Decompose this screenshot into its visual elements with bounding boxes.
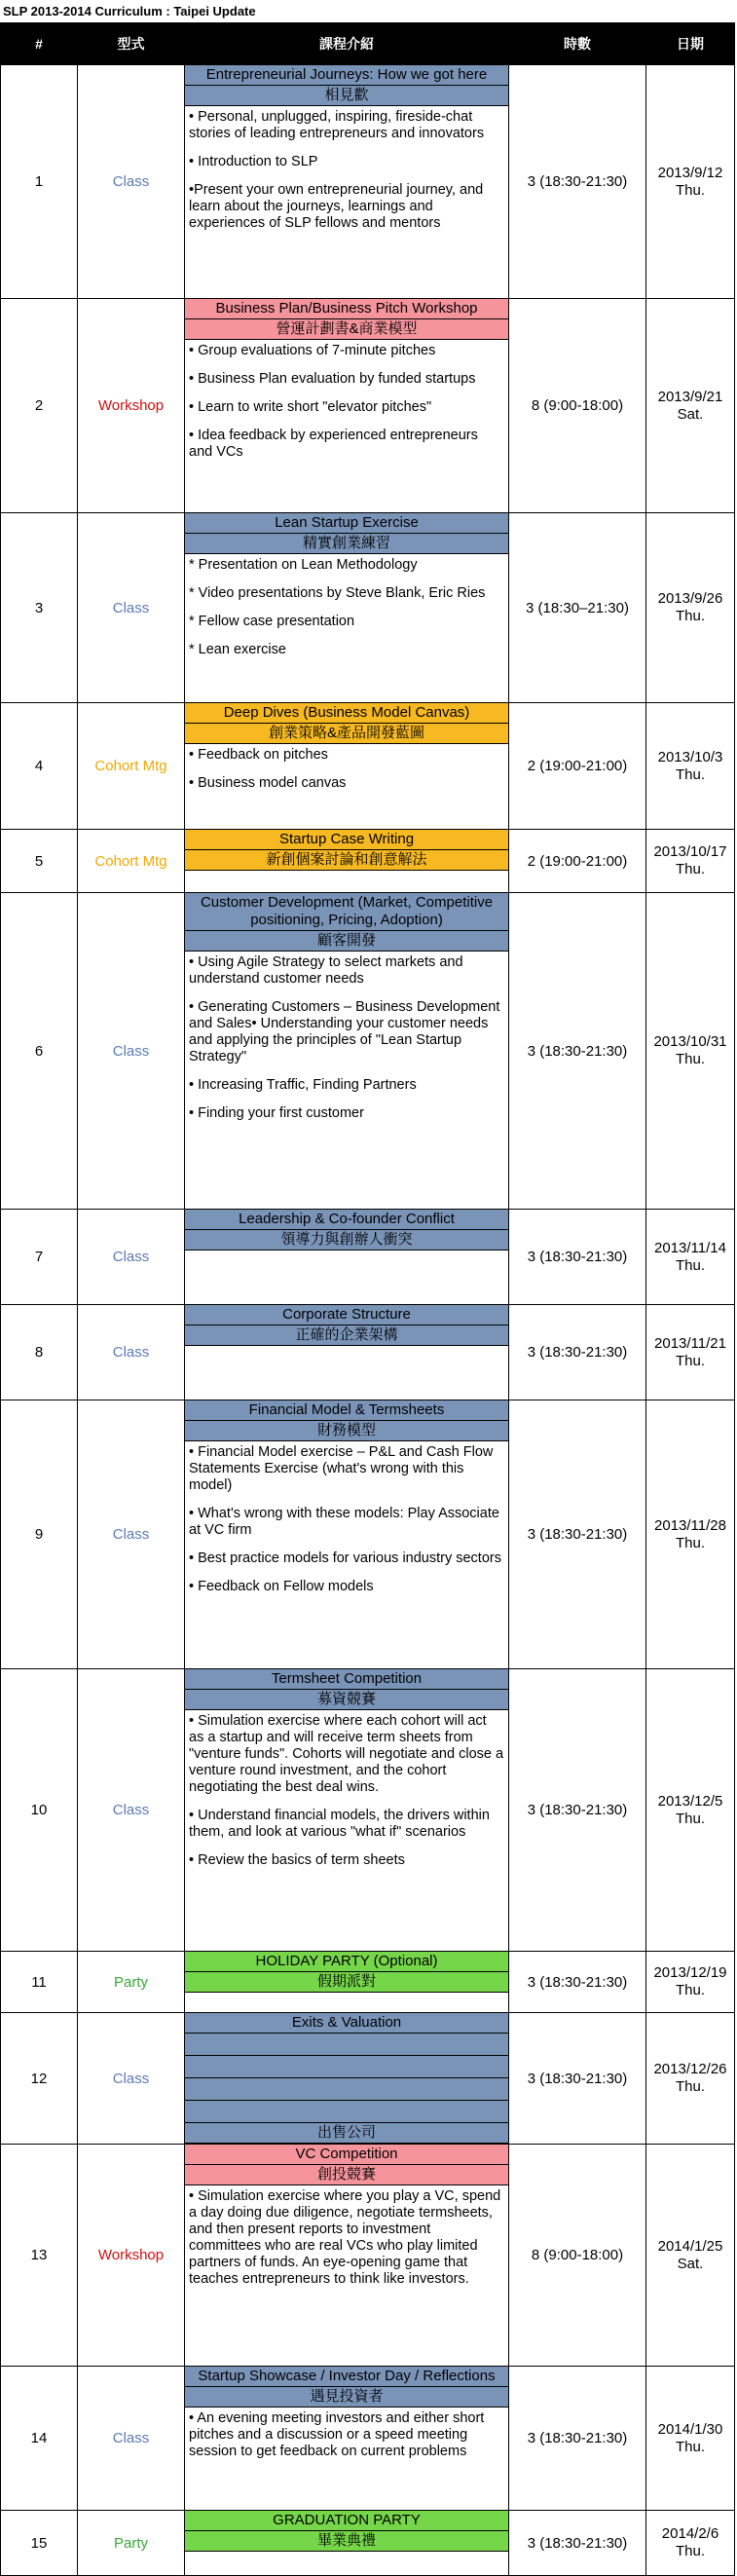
course-bullet: • Feedback on Fellow models [189,1579,374,1594]
session-date [646,830,735,893]
course-description [185,65,509,299]
day-of-week: Sat. [677,405,704,423]
header-type: 型式 [78,23,185,65]
session-date [646,1305,735,1400]
header-date: 日期 [646,23,735,65]
course-description [185,2145,509,2367]
course-title: HOLIDAY PARTY (Optional) [185,1952,508,1972]
day-of-week: Thu. [675,2543,705,2559]
course-title-chinese: 營運計劃書&商業模型 [185,319,508,340]
date-value: 2014/1/25 [657,2237,723,2255]
table-header-row [1,23,735,65]
band-filler [185,2101,508,2123]
session-date [646,2013,735,2145]
session-type: Class [78,65,185,299]
course-title-chinese: 創投競賽 [185,2165,508,2185]
course-description [185,1305,509,1400]
course-title-chinese: 顧客開發 [185,931,508,952]
session-type: Cohort Mtg [78,703,185,830]
table-row [1,65,735,299]
row-number: 7 [1,1210,78,1305]
course-bullet: • Simulation exercise where each cohort will act as a startup and will receive term sheets from "venture funds". Cohorts will negotiate and close a venture round investment, and the cohort negotiating the best deal wins. [189,1713,504,1795]
course-title-chinese: 財務模型 [185,1421,508,1441]
course-bullet: • Idea feedback by experienced entrepreneurs and VCs [189,428,478,460]
course-title-chinese: 假期派對 [185,1972,508,1993]
session-type: Class [78,1669,185,1952]
session-hours: 3 (18:30-21:30) [509,1210,646,1305]
day-of-week: Sat. [677,2255,704,2272]
band-filler [185,2078,508,2101]
session-type: Class [78,2013,185,2145]
table-row [1,299,735,513]
day-of-week: Thu. [675,1352,705,1369]
day-of-week: Thu. [675,765,705,783]
course-bullet: * Fellow case presentation [189,614,355,629]
session-hours: 8 (9:00-18:00) [509,2145,646,2367]
course-description [185,1669,509,1952]
course-bullet: • Group evaluations of 7-minute pitches [189,343,436,358]
session-date [646,2367,735,2511]
course-description [185,1400,509,1669]
row-number: 3 [1,513,78,703]
course-title: Exits & Valuation [185,2013,508,2034]
session-hours: 3 (18:30-21:30) [509,1305,646,1400]
course-bullet: • Increasing Traffic, Finding Partners [189,1077,417,1093]
row-number: 12 [1,2013,78,2145]
date-value: 2013/10/3 [657,748,723,765]
table-row [1,2367,735,2511]
table-row [1,2511,735,2576]
session-type: Class [78,893,185,1210]
session-hours: 3 (18:30-21:30) [509,2511,646,2576]
row-number: 9 [1,1400,78,1669]
session-type: Class [78,2367,185,2511]
session-date [646,893,735,1210]
course-title-chinese: 畢業典禮 [185,2531,508,2552]
session-type: Cohort Mtg [78,830,185,893]
session-type: Workshop [78,2145,185,2367]
band-filler [185,2056,508,2078]
day-of-week: Thu. [675,1051,705,1067]
course-title-chinese: 領導力與創辦人衝突 [185,1230,508,1251]
date-value: 2013/11/21 [654,1334,726,1352]
day-of-week: Thu. [675,608,705,624]
course-title: GRADUATION PARTY [185,2511,508,2531]
date-value: 2013/11/14 [654,1239,726,1256]
course-bullet: • Generating Customers – Business Development and Sales• Understanding your customer needs and applying the principles of "Lean Startup Strategy" [189,999,500,1064]
curriculum-table [0,22,735,2576]
course-title: Customer Development (Market, Competitive positioning, Pricing, Adoption) [185,893,508,931]
day-of-week: Thu. [675,2078,705,2095]
session-date [646,299,735,513]
course-bullet: • Using Agile Strategy to select markets and understand customer needs [189,954,463,987]
session-date [646,2145,735,2367]
session-hours: 3 (18:30-21:30) [509,1400,646,1669]
session-hours: 3 (18:30-21:30) [509,893,646,1210]
course-title-chinese: 募資競賽 [185,1690,508,1710]
course-bullet: • Personal, unplugged, inspiring, fireside-chat stories of leading entrepreneurs and innovators [189,109,485,141]
table-row [1,1305,735,1400]
date-value: 2013/12/19 [653,1964,727,1981]
date-value: 2013/10/31 [653,1033,727,1050]
table-row [1,893,735,1210]
date-value: 2013/11/28 [654,1516,726,1534]
table-row [1,1952,735,2013]
session-type: Workshop [78,299,185,513]
row-number: 10 [1,1669,78,1952]
course-title: Startup Case Writing [185,830,508,850]
course-bullet: • Learn to write short "elevator pitches" [189,399,432,415]
course-description [185,299,509,513]
date-value: 2013/9/26 [657,590,723,607]
day-of-week: Thu. [675,1534,705,1551]
course-title: Startup Showcase / Investor Day / Reflections [185,2367,508,2387]
day-of-week: Thu. [675,861,705,877]
session-hours: 8 (9:00-18:00) [509,299,646,513]
course-title: VC Competition [185,2145,508,2165]
row-number: 11 [1,1952,78,2013]
session-hours: 3 (18:30-21:30) [509,2367,646,2511]
day-of-week: Thu. [675,1810,705,1827]
row-number: 8 [1,1305,78,1400]
day-of-week: Thu. [675,1256,705,1274]
course-description [185,2367,509,2511]
course-title-chinese: 相見歡 [185,86,508,106]
table-row [1,513,735,703]
session-type: Party [78,1952,185,2013]
course-description [185,2511,509,2576]
course-bullet: • Feedback on pitches [189,747,328,763]
table-row [1,1400,735,1669]
session-type: Class [78,1210,185,1305]
row-number: 13 [1,2145,78,2367]
course-description [185,1210,509,1305]
course-bullet: * Presentation on Lean Methodology [189,557,418,573]
header-hours: 時數 [509,23,646,65]
day-of-week: Thu. [675,181,705,199]
session-hours: 3 (18:30-21:30) [509,2013,646,2145]
course-bullet: • Best practice models for various industry sectors [189,1550,501,1566]
course-bullet: • What's wrong with these models: Play Associate at VC firm [189,1506,499,1538]
course-bullet: • Understand financial models, the drivers within them, and look at various "what if" scenarios [189,1808,490,1840]
date-value: 2014/2/6 [661,2525,719,2542]
table-row [1,2013,735,2145]
course-description [185,830,509,893]
course-bullet: • Financial Model exercise – P&L and Cash Flow Statements Exercise (what's wrong with this model) [189,1444,494,1493]
course-bullet: • Introduction to SLP [189,154,318,169]
session-hours: 3 (18:30-21:30) [509,1669,646,1952]
course-bullet: • Finding your first customer [189,1105,364,1121]
course-title: Financial Model & Termsheets [185,1400,508,1421]
session-date [646,1400,735,1669]
session-type: Class [78,513,185,703]
row-number: 14 [1,2367,78,2511]
course-title: Termsheet Competition [185,1669,508,1690]
course-title-chinese: 出售公司 [185,2123,508,2144]
course-title: Leadership & Co-founder Conflict [185,1210,508,1230]
course-title: Entrepreneurial Journeys: How we got here [185,65,508,86]
course-bullet: • Business model canvas [189,775,347,791]
page-title: SLP 2013-2014 Curriculum : Taipei Update [3,4,256,19]
header-course: 課程介紹 [185,23,509,65]
table-row [1,830,735,893]
session-date [646,1210,735,1305]
course-title-chinese: 正確的企業架構 [185,1325,508,1346]
course-description [185,703,509,830]
session-hours: 2 (19:00-21:00) [509,703,646,830]
row-number: 5 [1,830,78,893]
session-date [646,1669,735,1952]
row-number: 15 [1,2511,78,2576]
course-bullet: • Business Plan evaluation by funded startups [189,371,476,387]
band-filler [185,2034,508,2056]
date-value: 2013/9/21 [657,388,723,405]
date-value: 2013/9/12 [657,164,723,181]
session-hours: 3 (18:30–21:30) [509,513,646,703]
course-title: Business Plan/Business Pitch Workshop [185,299,508,319]
course-bullet: •Present your own entrepreneurial journey, and learn about the journeys, learnings and experiences of SLP fellows and mentors [189,182,484,231]
course-title-chinese: 遇見投資者 [185,2387,508,2408]
row-number: 2 [1,299,78,513]
session-date [646,2511,735,2576]
session-hours: 3 (18:30-21:30) [509,65,646,299]
session-date [646,65,735,299]
course-title: Corporate Structure [185,1305,508,1325]
date-value: 2014/1/30 [657,2420,723,2438]
date-value: 2013/12/26 [653,2061,727,2077]
table-row [1,1669,735,1952]
day-of-week: Thu. [675,1982,705,1998]
date-value: 2013/10/17 [653,843,727,860]
course-bullet: * Lean exercise [189,642,286,657]
table-row [1,1210,735,1305]
table-row [1,703,735,830]
session-hours: 3 (18:30-21:30) [509,1952,646,2013]
table-row [1,2145,735,2367]
course-bullet: • An evening meeting investors and either short pitches and a discussion or a speed meeting session to get feedback on current problems [189,2410,485,2459]
session-type: Class [78,1400,185,1669]
session-type: Class [78,1305,185,1400]
day-of-week: Thu. [675,2438,705,2455]
course-description [185,513,509,703]
course-title-chinese: 精實創業練習 [185,534,508,554]
course-bullet: • Review the basics of term sheets [189,1852,405,1868]
course-title: Deep Dives (Business Model Canvas) [185,703,508,724]
date-value: 2013/12/5 [657,1792,723,1810]
course-bullet: • Simulation exercise where you play a VC, spend a day doing due diligence, negotiate termsheets, and then present reports to investment committees who are real VCs who play limited partners of funds. An eye-opening game that teaches entrepreneurs to think like investors. [189,2188,501,2287]
course-description [185,1952,509,2013]
course-bullet: * Video presentations by Steve Blank, Eric Ries [189,585,486,601]
row-number: 4 [1,703,78,830]
session-hours: 2 (19:00-21:00) [509,830,646,893]
course-description [185,893,509,1210]
session-date [646,513,735,703]
row-number: 1 [1,65,78,299]
row-number: 6 [1,893,78,1210]
course-title-chinese: 新創個案討論和創意解法 [185,850,508,871]
session-date [646,1952,735,2013]
header-num: # [1,23,78,65]
session-date [646,703,735,830]
course-title: Lean Startup Exercise [185,513,508,534]
course-description [185,2013,509,2145]
course-title-chinese: 創業策略&產品開發藍圖 [185,724,508,744]
session-type: Party [78,2511,185,2576]
